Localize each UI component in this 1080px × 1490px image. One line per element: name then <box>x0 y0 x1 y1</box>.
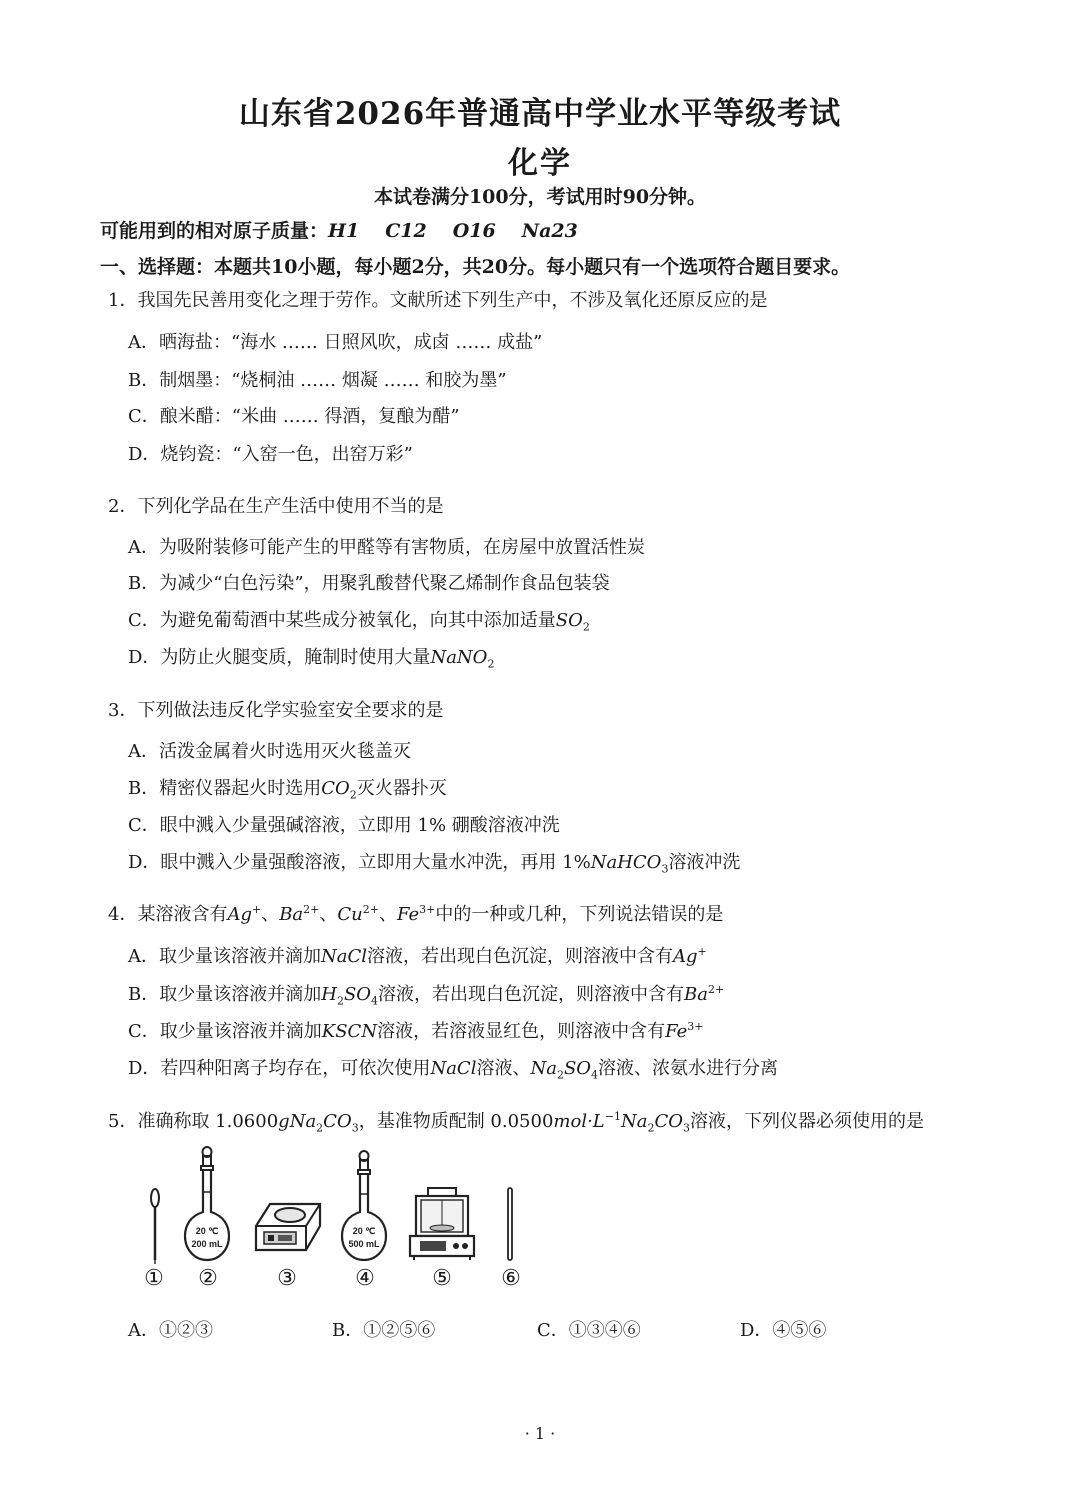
q3b-sub: 2 <box>349 788 357 802</box>
q3b-post: 灭火器扑灭 <box>356 778 447 799</box>
q4-ion-fe: Fe <box>396 904 420 925</box>
q5-f4: CO <box>654 1111 683 1132</box>
question-5-option-c: C．①③④⑥ <box>537 1320 641 1341</box>
question-2-option-d <box>128 643 494 671</box>
question-3-option-c: C．眼中溅入少量强碱溶液，立即用 1% 硼酸溶液冲洗 <box>128 815 560 836</box>
q4b-charge: 2+ <box>708 983 725 996</box>
q4b-mid: 溶液，若出现白色沉淀，则溶液中含有 <box>378 984 685 1005</box>
exam-note: 本试卷满分100分，考试用时90分钟。 <box>373 186 707 208</box>
q4-charge-ba: 2+ <box>303 903 320 916</box>
question-3-option-a: A．活泼金属着火时选用灭火毯盖灭 <box>128 741 411 762</box>
question-5-option-d: D．④⑤⑥ <box>740 1320 827 1341</box>
question-4-stem <box>108 900 723 926</box>
q4c-formula: KSCN <box>321 1021 378 1042</box>
q4-sep-3: 、 <box>378 904 397 925</box>
question-4-option-c <box>128 1017 703 1043</box>
q5-s2: 3 <box>351 1121 359 1135</box>
q4-sep-2: 、 <box>319 904 338 925</box>
flask2-volume: 500 mL <box>348 1239 380 1249</box>
q4a-charge: + <box>697 945 707 958</box>
question-1-option-a: A．晒海盐：“海水 …… 日照风吹，成卤 …… 成盐” <box>128 332 543 353</box>
page-number: · 1 · <box>524 1424 556 1443</box>
q5-s4: 3 <box>683 1121 690 1135</box>
mass-o: O16 <box>452 220 496 242</box>
atomic-masses <box>100 216 604 243</box>
instrument-label-2: ② <box>198 1266 218 1291</box>
q5-post: 溶液，下列仪器必须使用的是 <box>690 1111 924 1132</box>
q2d-formula: NaNO <box>430 647 488 668</box>
mass-h: H1 <box>328 220 360 242</box>
q4d-m1: 溶液、 <box>476 1058 531 1079</box>
q4d-s3: 4 <box>591 1068 599 1082</box>
q4c-ion: Fe <box>665 1021 688 1042</box>
q4a-pre: A．取少量该溶液并滴加 <box>128 946 321 967</box>
question-5-option-b: B．①②⑤⑥ <box>332 1320 436 1341</box>
question-4-option-d <box>128 1054 778 1082</box>
q3d-formula: NaHCO <box>590 852 662 873</box>
q4-stem-post: 中的一种或几种，下列说法错误的是 <box>435 904 724 925</box>
question-5-option-a: A．①②③ <box>128 1320 213 1341</box>
q4b-s1: 2 <box>336 994 344 1008</box>
q4d-post: 溶液、浓氨水进行分离 <box>598 1058 779 1079</box>
q2d-text: D．为防止火腿变质，腌制时使用大量 <box>128 647 431 668</box>
q4b-f1: H <box>321 984 337 1005</box>
q2c-text: C．为避免葡萄酒中某些成分被氧化，向其中添加适量 <box>128 610 556 631</box>
flask2-temp: 20 ℃ <box>352 1226 376 1236</box>
section-heading: 一、选择题：本题共10小题，每小题2分，共20分。每小题只有一个选项符合题目要求。 <box>100 256 851 278</box>
q3d-post: 溶液冲洗 <box>668 852 741 873</box>
q2c-sub: 2 <box>582 620 590 634</box>
question-4-option-a <box>128 942 707 968</box>
subject-title: 化学 <box>508 146 572 181</box>
instrument-label-6: ⑥ <box>501 1266 521 1291</box>
exam-title: 山东省2026年普通高中学业水平等级考试 <box>238 96 842 132</box>
q5-unit-sup: −1 <box>604 1110 621 1123</box>
mass-c: C12 <box>385 220 427 242</box>
question-3-stem: 3．下列做法违反化学实验室安全要求的是 <box>108 700 444 721</box>
question-2-option-c <box>128 606 590 634</box>
q5-f2: CO <box>323 1111 352 1132</box>
dropper-icon <box>140 1186 170 1266</box>
q4-charge-ag: + <box>251 903 262 916</box>
q5-s3: 2 <box>647 1121 655 1135</box>
q3d-pre: D．眼中溅入少量强酸溶液，立即用大量水冲洗，再用 1% <box>128 852 591 873</box>
question-5-stem <box>108 1107 924 1135</box>
q4-ion-ag: Ag <box>227 904 252 925</box>
q4d-f1: NaCl <box>430 1058 477 1079</box>
question-3-option-b <box>128 774 447 802</box>
q3b-formula: CO <box>321 778 350 799</box>
q4a-formula: NaCl <box>321 946 368 967</box>
q4c-mid: 溶液，若溶液显红色，则溶液中含有 <box>377 1021 666 1042</box>
question-3-option-d <box>128 848 740 876</box>
balance-icon <box>252 1196 324 1258</box>
flask1-volume: 200 mL <box>191 1239 223 1249</box>
q4-stem-pre: 4．某溶液含有 <box>108 904 228 925</box>
question-1-option-d: D．烧钧瓷：“入窑一色，出窑万彩” <box>128 444 413 465</box>
glass-rod-icon <box>500 1186 520 1262</box>
q4c-pre: C．取少量该溶液并滴加 <box>128 1021 322 1042</box>
q3d-sub: 3 <box>661 862 669 876</box>
volumetric-flask-500-icon <box>339 1150 389 1264</box>
question-4-option-b <box>128 980 724 1008</box>
instrument-label-3: ③ <box>277 1266 297 1291</box>
instrument-label-1: ① <box>144 1266 164 1291</box>
q3b-pre: B．精密仪器起火时选用 <box>128 778 322 799</box>
question-2-option-a: A．为吸附装修可能产生的甲醛等有害物质，在房屋中放置活性炭 <box>128 537 645 558</box>
q4d-s2: 2 <box>556 1068 564 1082</box>
question-1-option-b: B．制烟墨：“烧桐油 …… 烟凝 …… 和胶为墨” <box>128 370 507 391</box>
q5-s1: 2 <box>316 1121 324 1135</box>
q5-g: g <box>278 1111 290 1132</box>
q2c-formula: SO <box>555 610 583 631</box>
q4b-s2: 4 <box>371 994 379 1008</box>
q4a-mid: 溶液，若出现白色沉淀，则溶液中含有 <box>367 946 674 967</box>
volumetric-flask-200-icon <box>182 1146 232 1264</box>
question-1-option-c: C．酿米醋：“米曲 …… 得酒，复酿为醋” <box>128 406 460 427</box>
question-1-stem: 1．我国先民善用变化之理于劳作。文献所述下列生产中，不涉及氧化还原反应的是 <box>108 290 768 311</box>
q5-f3: Na <box>620 1111 648 1132</box>
q4b-ion: Ba <box>684 984 708 1005</box>
masses-label: 可能用到的相对原子质量： <box>100 220 329 242</box>
q5-unit: mol·L <box>553 1111 605 1132</box>
q4-ion-cu: Cu <box>337 904 363 925</box>
q4-sep-1: 、 <box>261 904 280 925</box>
q4c-charge: 3+ <box>687 1020 704 1033</box>
q4b-f2: SO <box>343 984 372 1005</box>
q4d-pre: D．若四种阳离子均存在，可依次使用 <box>128 1058 431 1079</box>
q2d-sub: 2 <box>487 657 495 671</box>
question-2-stem: 2．下列化学品在生产生活中使用不当的是 <box>108 496 444 517</box>
analytical-balance-icon <box>406 1186 478 1262</box>
q4a-ion: Ag <box>673 946 698 967</box>
q4-charge-fe: 3+ <box>419 903 436 916</box>
instrument-label-4: ④ <box>355 1266 375 1291</box>
q4d-f2: Na <box>530 1058 557 1079</box>
q4-charge-cu: 2+ <box>362 903 379 916</box>
q5-f1: Na <box>289 1111 317 1132</box>
q4b-pre: B．取少量该溶液并滴加 <box>128 984 322 1005</box>
instrument-label-5: ⑤ <box>432 1266 452 1291</box>
flask1-temp: 20 ℃ <box>195 1226 219 1236</box>
mass-na: Na23 <box>521 220 578 242</box>
question-2-option-b: B．为减少“白色污染”，用聚乳酸替代聚乙烯制作食品包装袋 <box>128 573 610 594</box>
q5-pre: 5．准确称取 1.0600 <box>108 1111 279 1132</box>
q4d-f3: SO <box>563 1058 592 1079</box>
q4-ion-ba: Ba <box>279 904 304 925</box>
q5-mid: ，基准物质配制 0.0500 <box>358 1111 554 1132</box>
